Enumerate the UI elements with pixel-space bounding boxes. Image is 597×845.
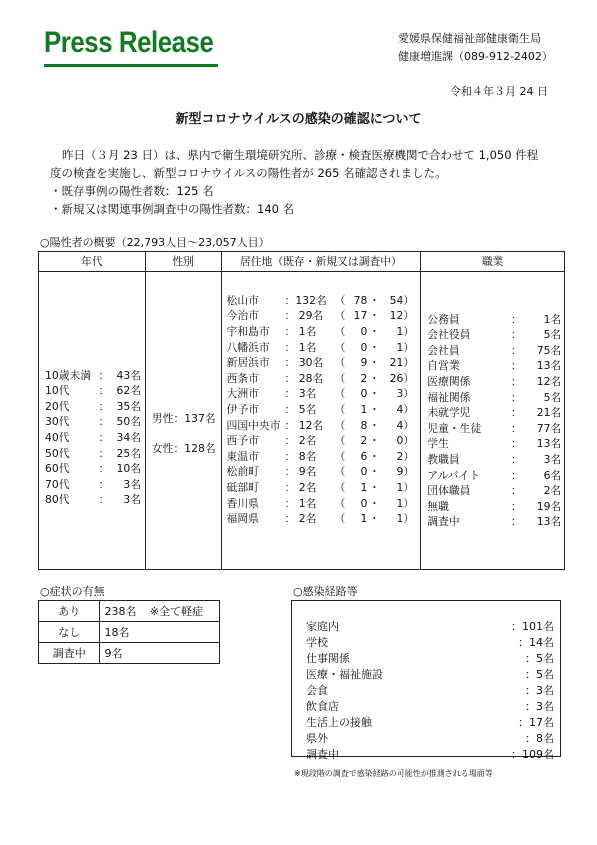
occupation-row [427,311,561,327]
residence-row [227,511,415,527]
occupation-count: 6名 [543,468,562,482]
residence-city: 松前町 [226,465,259,479]
occupation-label: 団体職員 [427,484,471,498]
age-list [45,367,141,507]
route-row [306,714,554,730]
residence-total: ： 9名 [284,465,317,479]
residence-paren-close: ） [403,480,415,494]
overview-heading: ○陽性者の概要（22,793人目～23,057人目） [40,236,270,249]
age-row [45,492,141,508]
press-release-logo [44,26,220,66]
residence-city: 西条市 [226,371,259,385]
occupation-label: 会社役員 [427,328,471,342]
residence-dot: ・ [368,293,380,307]
residence-existing: 78 [353,293,368,307]
occupation-separator: ： [510,437,522,451]
route-count: ：17名 [518,716,554,729]
occupation-row [427,514,561,530]
occupation-separator: ： [510,484,522,498]
residence-existing: 17 [353,309,368,323]
occupation-separator: ： [510,499,522,513]
occupation-label: 教職員 [427,452,460,466]
age-row [45,367,141,383]
residence-paren-open: （ [334,309,346,323]
residence-paren-open: （ [334,512,346,526]
symptoms-table [38,600,220,664]
residence-new: 12 [389,309,404,323]
age-label: 60代 [45,462,70,476]
residence-dot: ・ [368,449,380,463]
residence-dot: ・ [368,465,380,479]
residence-new: 26 [389,371,404,385]
residence-city: 大洲市 [226,387,259,401]
occupation-row [427,327,561,343]
route-label: 会食 [306,684,328,697]
symptom-note [146,643,220,664]
occupation-count: 12名 [536,375,562,389]
residence-total: ： 1名 [284,325,317,339]
route-label: 仕事関係 [306,652,350,665]
age-row [45,430,141,446]
residence-dot: ・ [368,325,380,339]
residence-new: 4 [396,403,404,416]
residence-total: ： 8名 [284,449,317,463]
route-count: ：14名 [518,636,554,649]
body-line-1: 昨日（３月 23 日）は、県内で衛生環境研究所、診療・検査医療機関で合わせて 1,050 件程 [62,148,539,162]
gender-cell [145,272,221,570]
occupation-count: 13名 [536,359,562,373]
route-label: 家庭内 [306,620,339,633]
age-separator: ： [98,477,110,491]
gender-female: 女性：128名 [151,442,216,455]
symptom-label: あり [39,601,100,622]
gender-male: 男性：137名 [151,412,216,425]
age-row [45,399,141,415]
residence-new: 1 [396,325,404,339]
residence-existing: 0 [360,340,368,354]
occupation-label: 自営業 [427,359,460,373]
route-count: ：5名 [525,668,554,681]
occupation-separator: ： [510,343,522,357]
age-count: 25名 [116,446,141,460]
logo-text: Press Release [44,26,214,59]
residence-paren-close: ） [403,309,415,323]
residence-city: 福岡県 [226,512,259,526]
residence-paren-close: ） [403,512,415,526]
residence-paren-close: ） [403,356,415,370]
route-label: 学校 [306,636,328,649]
residence-new: 9 [396,465,404,479]
occupation-count: 13名 [536,515,562,529]
age-count: 62名 [116,384,141,398]
residence-cell [221,272,421,570]
age-separator: ： [98,399,110,413]
route-count: ：8名 [525,732,554,745]
residence-existing: 1 [360,512,368,526]
residence-total: ： 29名 [284,309,324,323]
residence-existing: 2 [360,434,368,448]
logo-underline [44,64,218,67]
occupation-separator: ： [510,468,522,482]
occupation-row [427,389,561,405]
age-row [45,476,141,492]
residence-row [227,464,415,480]
residence-new: 1 [396,512,404,526]
residence-paren-open: （ [334,480,346,494]
residence-row [227,371,415,387]
residence-paren-close: ） [403,387,415,401]
residence-city: 砥部町 [226,480,259,494]
residence-city: 新居浜市 [226,356,270,370]
residence-new: 54 [389,293,404,307]
occupation-separator: ： [510,406,522,420]
occupation-row [427,436,561,452]
bullet-existing: ・既存事例の陽性者数：125 名 [50,184,214,198]
age-separator: ： [98,462,110,476]
occupation-label: 無職 [427,499,449,513]
residence-new: 1 [396,340,404,354]
occupation-row [427,405,561,421]
routes-footnote: ※現段階の調査で感染経路の可能性が推測される場面等 [294,769,493,778]
occupation-label: 学生 [427,437,449,451]
residence-dot: ・ [368,496,380,510]
occupation-label: 未就学児 [427,406,471,420]
residence-dot: ・ [368,371,380,385]
residence-row [227,324,415,340]
occupation-row [427,452,561,468]
residence-city: 松山市 [226,293,259,307]
age-separator: ： [98,384,110,398]
route-count: ：101名 [511,620,554,633]
age-row [45,383,141,399]
routes-list [306,618,554,762]
age-label: 80代 [45,493,70,507]
residence-city: 香川県 [226,496,259,510]
symptom-note: ※全て軽症 [146,601,220,622]
bullet-new: ・新規又は関連事例調査中の陽性者数：140 名 [50,202,295,216]
residence-paren-open: （ [334,340,346,354]
route-count: ：3名 [525,700,554,713]
occupation-separator: ： [510,421,522,435]
occupation-row [427,467,561,483]
residence-total: ： 2名 [284,512,317,526]
occupation-count: 77名 [536,421,562,435]
residence-existing: 1 [360,480,368,494]
residence-city: 宇和島市 [226,325,270,339]
route-row [306,650,554,666]
occupation-label: 公務員 [427,312,460,326]
residence-row [227,448,415,464]
residence-total: ： 12名 [284,418,324,432]
occupation-count: 2名 [543,484,562,498]
residence-total: ： 5名 [284,403,317,416]
route-label: 飲食店 [306,700,339,713]
age-separator: ： [98,446,110,460]
residence-new: 4 [396,418,404,432]
page-title: 新型コロナウイルスの感染の確認について [175,112,422,127]
symptom-label: なし [39,622,100,643]
body-line-2: 度の検査を実施し、新型コロナウイルスの陽性者が 265 名確認されました。 [50,166,447,180]
residence-city: 西予市 [226,434,259,448]
residence-paren-open: （ [334,293,346,307]
age-row [45,414,141,430]
residence-paren-open: （ [334,496,346,510]
col-header-age: 年代 [39,252,146,272]
residence-row [227,355,415,371]
age-count: 50名 [116,415,141,429]
residence-city: 今治市 [226,309,259,323]
residence-paren-close: ） [403,449,415,463]
symptom-count: 9名 [100,643,146,664]
occupation-row [427,374,561,390]
residence-new: 3 [396,387,404,401]
age-count: 3名 [123,493,141,507]
residence-dot: ・ [368,480,380,494]
residence-paren-close: ） [403,434,415,448]
routes-box [291,600,561,761]
residence-existing: 1 [360,403,368,416]
route-count: ：5名 [525,652,554,665]
overview-table [38,251,565,570]
symptom-note [146,622,220,643]
residence-new: 0 [396,434,404,448]
symptom-row [39,622,220,643]
occupation-label: 福祉関係 [427,390,471,404]
residence-total: ： 3名 [284,387,317,401]
symptom-row [39,643,220,664]
residence-paren-close: ） [403,496,415,510]
age-count: 10名 [116,462,141,476]
age-count: 43名 [116,368,141,382]
col-header-gender: 性別 [145,252,221,272]
occupation-list [427,311,561,529]
residence-dot: ・ [368,309,380,323]
residence-paren-open: （ [334,403,346,416]
residence-paren-close: ） [403,293,415,307]
age-row [45,461,141,477]
route-label: 生活上の接触 [306,716,372,729]
age-label: 20代 [45,399,70,413]
age-separator: ： [98,368,110,382]
residence-city: 八幡浜市 [226,340,270,354]
occupation-count: 21名 [536,406,562,420]
route-row [306,618,554,634]
age-count: 3名 [123,477,141,491]
occupation-count: 3名 [543,452,562,466]
residence-new: 1 [396,496,404,510]
residence-dot: ・ [368,418,380,432]
route-row [306,634,554,650]
route-row [306,698,554,714]
route-label: 県外 [306,732,328,745]
residence-existing: 0 [360,387,368,401]
occupation-row [427,421,561,437]
residence-row [227,386,415,402]
occupation-count: 19名 [536,499,562,513]
residence-row [227,293,415,309]
routes-heading: ○感染経路等 [293,585,358,598]
residence-existing: 8 [360,418,368,432]
residence-paren-close: ） [403,465,415,479]
residence-row [227,402,415,418]
route-row [306,730,554,746]
occupation-row [427,343,561,359]
residence-paren-close: ） [403,371,415,385]
residence-paren-open: （ [334,325,346,339]
residence-dot: ・ [368,387,380,401]
release-date: 令和４年３月 24 日 [450,85,548,98]
residence-new: 21 [389,356,404,370]
residence-total: ： 2名 [284,480,317,494]
residence-list [227,293,415,527]
age-label: 10歳未満 [45,368,92,382]
residence-existing: 0 [360,496,368,510]
org-contact: 健康増進課（089-912-2402） [398,50,553,63]
age-count: 35名 [116,399,141,413]
occupation-separator: ： [510,375,522,389]
route-count: ：109名 [511,748,554,761]
residence-existing: 0 [360,325,368,339]
residence-existing: 9 [360,356,368,370]
occupation-count: 5名 [543,328,562,342]
residence-dot: ・ [368,340,380,354]
residence-dot: ・ [368,434,380,448]
symptom-row [39,601,220,622]
occupation-separator: ： [510,328,522,342]
residence-dot: ・ [368,356,380,370]
occupation-separator: ： [510,312,522,326]
symptom-label: 調査中 [39,643,100,664]
occupation-count: 1名 [543,312,562,326]
occupation-label: アルバイト [427,468,481,482]
residence-paren-open: （ [334,356,346,370]
occupation-row [427,483,561,499]
residence-row [227,417,415,433]
residence-paren-open: （ [334,465,346,479]
residence-row [227,308,415,324]
col-header-residence: 居住地（既存・新規又は調査中） [221,252,421,272]
residence-new: 2 [396,449,404,463]
symptoms-heading: ○症状の有無 [40,585,105,598]
occupation-label: 児童・生徒 [427,421,482,435]
residence-row [227,480,415,496]
occupation-label: 調査中 [427,515,460,529]
residence-paren-close: ） [403,325,415,339]
route-row [306,682,554,698]
residence-paren-open: （ [334,418,346,432]
residence-existing: 2 [360,371,368,385]
occupation-cell [421,272,565,570]
residence-row [227,339,415,355]
residence-new: 1 [396,480,404,494]
residence-paren-open: （ [334,449,346,463]
age-label: 10代 [45,384,70,398]
residence-city: 伊予市 [226,403,259,416]
age-separator: ： [98,431,110,444]
age-separator: ： [98,415,110,429]
residence-total: ： 1名 [284,496,317,510]
residence-total: ： 28名 [284,371,324,385]
residence-city: 四国中央市 [226,418,281,432]
org-name: 愛媛県保健福祉部健康衛生局 [398,32,541,45]
age-separator: ： [98,493,110,507]
occupation-count: 5名 [543,390,562,404]
age-label: 40代 [45,431,70,444]
residence-dot: ・ [368,512,380,526]
symptom-count: 18名 [100,622,146,643]
age-cell [39,272,146,570]
route-count: ：3名 [525,684,554,697]
residence-dot: ・ [368,403,380,416]
residence-total: ： 30名 [284,356,324,370]
route-label: 調査中 [306,748,339,761]
residence-row [227,495,415,511]
route-row [306,666,554,682]
age-label: 70代 [45,477,70,491]
age-row [45,445,141,461]
occupation-separator: ： [510,390,522,404]
residence-total: ：132名 [284,293,327,307]
occupation-row [427,358,561,374]
col-header-occupation: 職業 [421,252,565,272]
age-label: 50代 [45,446,70,460]
occupation-row [427,498,561,514]
residence-paren-close: ） [403,403,415,416]
residence-total: ： 1名 [284,340,317,354]
occupation-separator: ： [510,515,522,529]
residence-total: ： 2名 [284,434,317,448]
route-label: 医療・福祉施設 [306,668,383,681]
age-label: 30代 [45,415,70,429]
age-count: 34名 [116,431,141,444]
residence-paren-open: （ [334,387,346,401]
residence-paren-open: （ [334,371,346,385]
occupation-count: 75名 [536,343,562,357]
route-row [306,746,554,762]
residence-row [227,433,415,449]
residence-existing: 0 [360,465,368,479]
residence-city: 東温市 [226,449,259,463]
occupation-label: 医療関係 [427,375,471,389]
occupation-separator: ： [510,359,522,373]
residence-paren-open: （ [334,434,346,448]
occupation-label: 会社員 [427,343,460,357]
symptom-count: 238名 [100,601,146,622]
residence-paren-close: ） [403,340,415,354]
residence-paren-close: ） [403,418,415,432]
residence-existing: 6 [360,449,368,463]
occupation-separator: ： [510,452,522,466]
occupation-count: 13名 [536,437,562,451]
